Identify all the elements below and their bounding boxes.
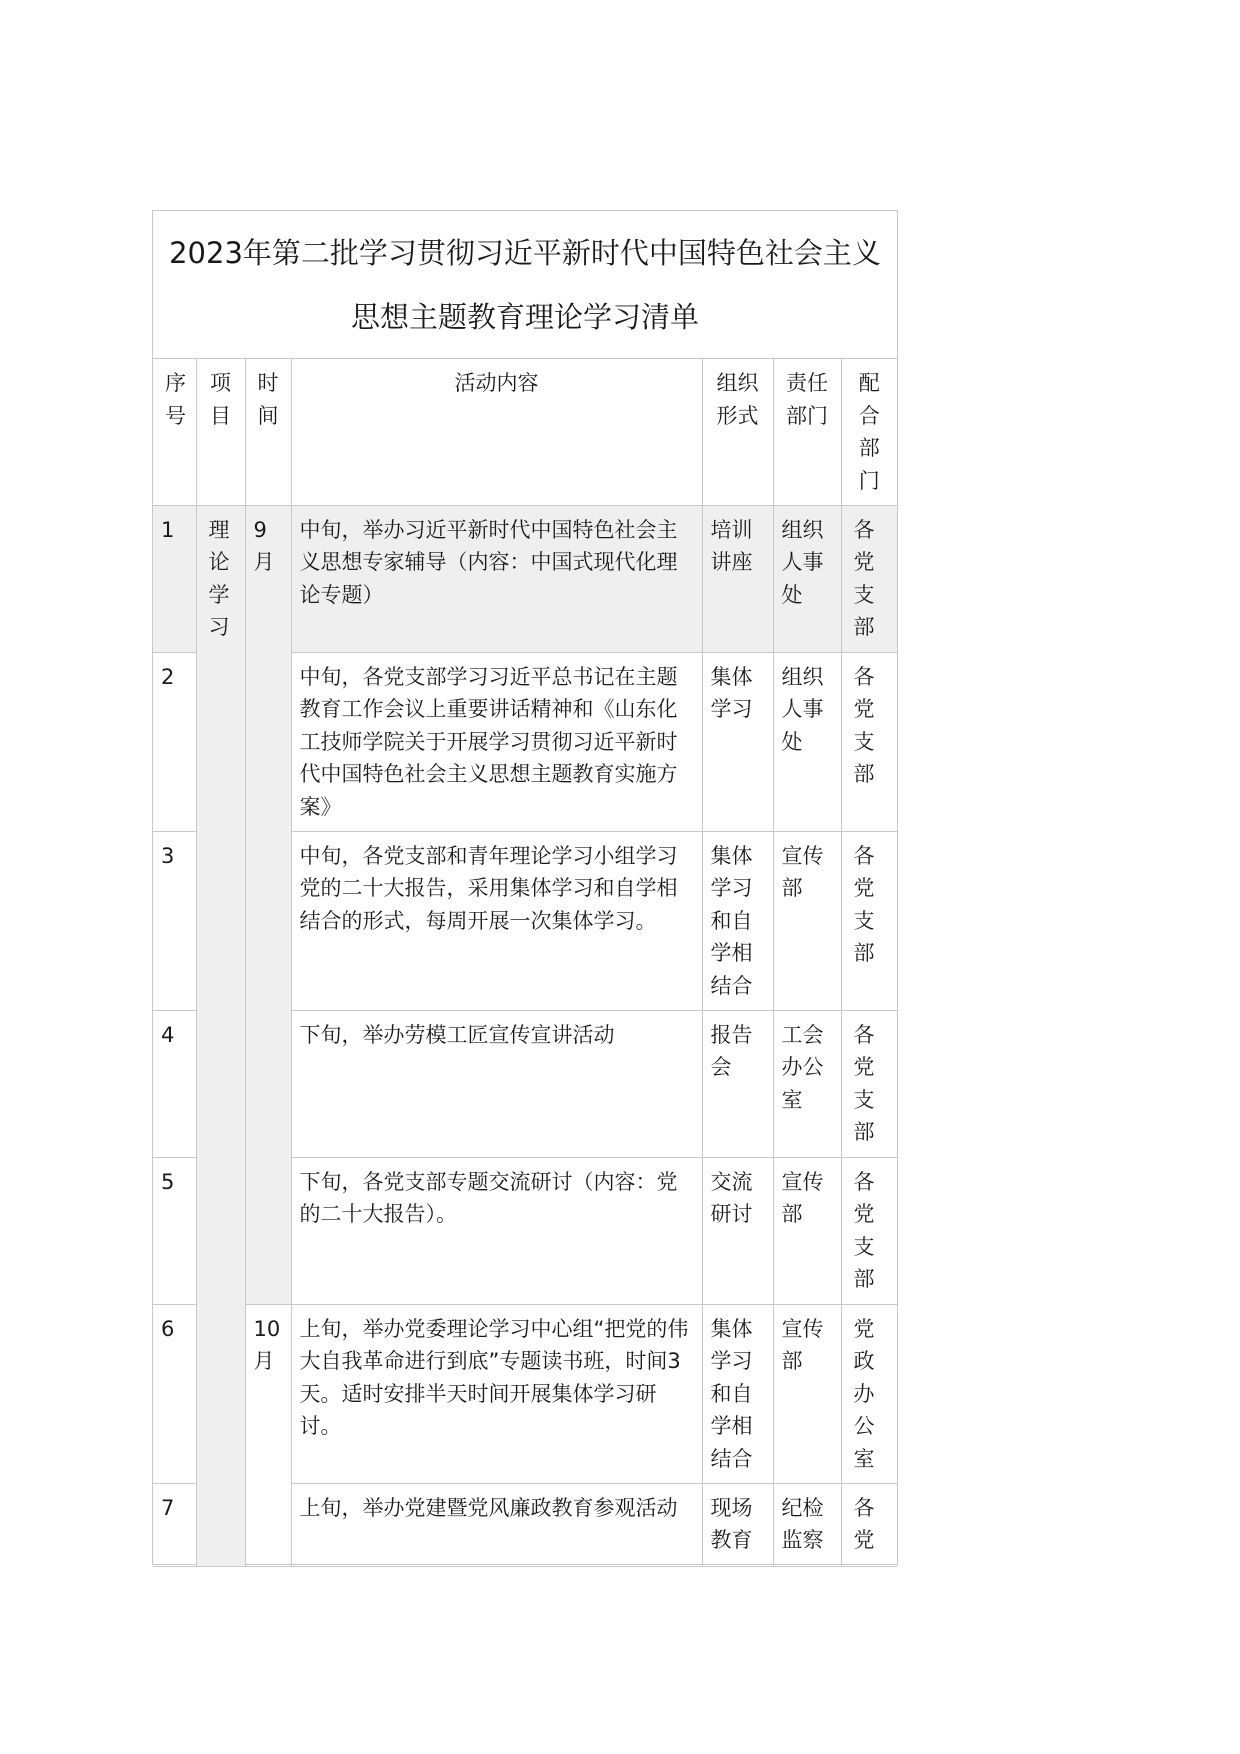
row-3-responsible: 宣传部 xyxy=(773,831,841,1010)
header-time: 时间 xyxy=(245,359,291,505)
row-6-seq: 6 xyxy=(153,1304,196,1483)
header-form: 组织形式 xyxy=(702,359,773,505)
row-5-form: 交流研讨 xyxy=(702,1157,773,1304)
row-1-responsible: 组织人事处 xyxy=(773,505,841,652)
document-frame xyxy=(152,210,898,1565)
row-1-form: 培训讲座 xyxy=(702,505,773,652)
row-7-responsible: 纪检监察 xyxy=(773,1483,841,1566)
row-5-cooperate: 各党支部 xyxy=(841,1157,897,1304)
table-header-row xyxy=(153,359,897,505)
row-5-content: 下旬，各党支部专题交流研讨（内容：党的二十大报告）。 xyxy=(291,1157,702,1304)
month-september: 9月 xyxy=(245,505,291,1304)
row-3-content: 中旬，各党支部和青年理论学习小组学习党的二十大报告，采用集体学习和自学相结合的形式，每周开展一次集体学习。 xyxy=(291,831,702,1010)
row-2-cooperate: 各党支部 xyxy=(841,652,897,831)
row-6-cooperate: 党政办公室 xyxy=(841,1304,897,1483)
row-3-cooperate: 各党支部 xyxy=(841,831,897,1010)
row-2-form: 集体学习 xyxy=(702,652,773,831)
row-4-seq: 4 xyxy=(153,1010,196,1157)
row-7-form: 现场教育 xyxy=(702,1483,773,1566)
row-3-seq: 3 xyxy=(153,831,196,1010)
row-7-cooperate: 各党 xyxy=(841,1483,897,1566)
header-item: 项目 xyxy=(196,359,245,505)
row-5-seq: 5 xyxy=(153,1157,196,1304)
month-october: 10月 xyxy=(245,1304,291,1566)
row-4-cooperate: 各党支部 xyxy=(841,1010,897,1157)
header-content: 活动内容 xyxy=(291,359,702,505)
table-row xyxy=(153,1304,897,1483)
header-responsible: 责任部门 xyxy=(773,359,841,505)
title-line-2: 思想主题教育理论学习清单 xyxy=(350,300,699,334)
row-7-content: 上旬，举办党建暨党风廉政教育参观活动 xyxy=(291,1483,702,1566)
row-1-seq: 1 xyxy=(153,505,196,652)
header-seq: 序号 xyxy=(153,359,196,505)
row-5-responsible: 宣传部 xyxy=(773,1157,841,1304)
row-4-content: 下旬，举办劳模工匠宣传宣讲活动 xyxy=(291,1010,702,1157)
header-cooperate: 配合部门 xyxy=(841,359,897,505)
row-2-seq: 2 xyxy=(153,652,196,831)
item-cell: 理论学习 xyxy=(196,505,245,1566)
row-6-responsible: 宣传部 xyxy=(773,1304,841,1483)
row-7-seq: 7 xyxy=(153,1483,196,1566)
row-6-content: 上旬，举办党委理论学习中心组“把党的伟大自我革命进行到底”专题读书班，时间3天。适时安排半天时间开展集体学习研讨。 xyxy=(291,1304,702,1483)
row-4-responsible: 工会办公室 xyxy=(773,1010,841,1157)
row-3-form: 集体学习和自学相结合 xyxy=(702,831,773,1010)
row-4-form: 报告会 xyxy=(702,1010,773,1157)
study-list-table xyxy=(153,359,897,1567)
row-1-content: 中旬，举办习近平新时代中国特色社会主义思想专家辅导（内容：中国式现代化理论专题） xyxy=(291,505,702,652)
row-2-content: 中旬，各党支部学习习近平总书记在主题教育工作会议上重要讲话精神和《山东化工技师学院关于开展学习贯彻习近平新时代中国特色社会主义思想主题教育实施方案》 xyxy=(291,652,702,831)
row-2-responsible: 组织人事处 xyxy=(773,652,841,831)
table-row xyxy=(153,505,897,652)
title-line-1: 2023年第二批学习贯彻习近平新时代中国特色社会主义 xyxy=(169,236,881,270)
page-title xyxy=(153,211,897,359)
row-6-form: 集体学习和自学相结合 xyxy=(702,1304,773,1483)
row-1-cooperate: 各党支部 xyxy=(841,505,897,652)
